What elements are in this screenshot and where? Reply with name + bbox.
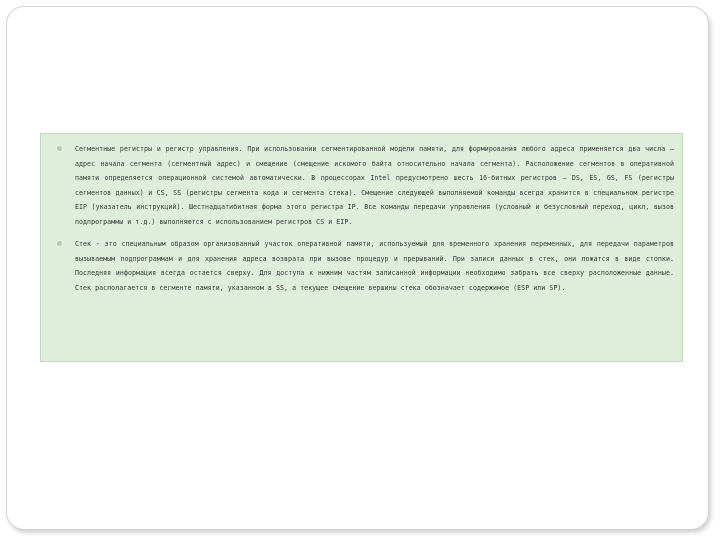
bullet-item-stack <box>49 237 674 295</box>
bullet-text: Сегментные регистры и регистр управления. При использовании сегментированной модели памяти, для формирования любого адреса применяется два числа – адрес начала сегмента (сегментный адрес) и смещение (смещение искомого байта относительно начала сегмента). Расположение сегментов в оперативной памяти определяется операционной системой автоматически. В процессорах Intel предусмотрено шесть 16-битных регистров – DS, ES, GS, FS (регистры сегментов данных) и CS, SS (регистры сегмента кода и сегмента стека). Смещение следующей выполняемой команды всегда хранится в специальном регистре EIP (указатель инструкций). Шестнадцатибитная форма этого регистра IP. Все команды передачи управления (условный и безусловный переход, цикл, вызов подпрограммы и т.д.) выполняются с использованием регистров CS и EIP. <box>75 145 674 226</box>
bullet-dot-icon <box>57 146 62 151</box>
slide-frame <box>6 6 709 530</box>
bullet-text: Стек - это специальным образом организованный участок оперативной памяти, используемый для временного хранения переменных, для передачи параметров вызываемым подпрограммам и для хранения адреса возврата при вызове процедур и прерываний. При записи данных в стек, они ложатся в виде стопки. Последняя информация всегда остается сверху. Для доступа к нижним частям записанной информации необходимо забрать все сверху расположенные данные. Стек располагается в сегменте памяти, указанном в SS, а текущее смещение вершины стека обозначает содержимое (ESP или SP). <box>75 240 674 292</box>
bullet-item-segment-registers <box>49 142 674 229</box>
content-box <box>40 133 683 362</box>
bullet-dot-icon <box>57 241 62 246</box>
